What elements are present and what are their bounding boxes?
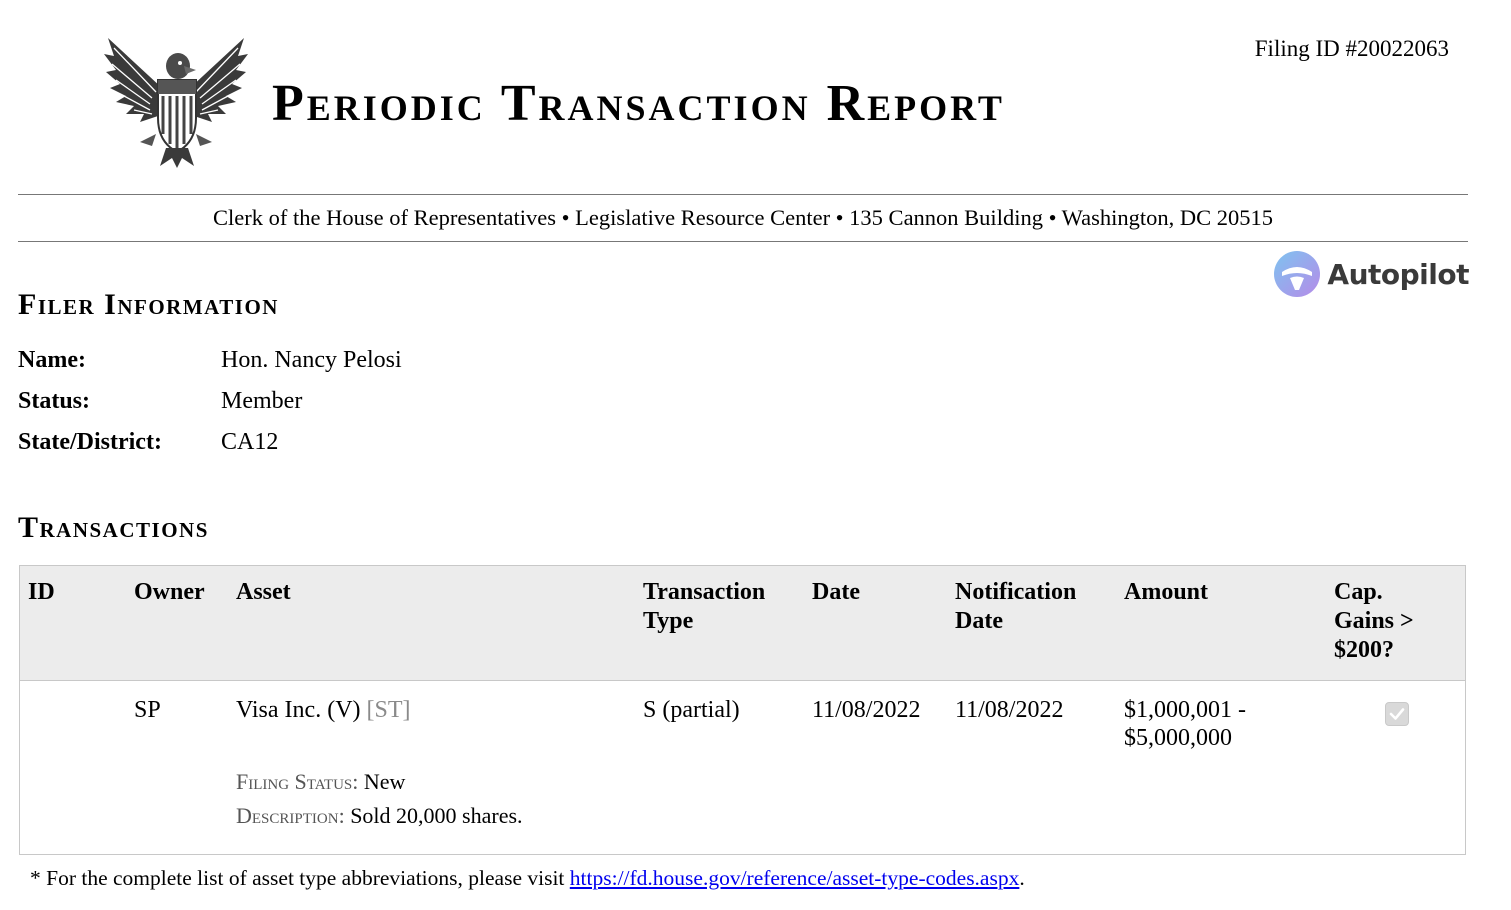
filer-label: State/District: (18, 429, 162, 455)
report-header (0, 0, 1511, 195)
cell-amount (1124, 696, 1246, 752)
filer-row-status (18, 381, 402, 422)
filer-name-value: Hon. Nancy Pelosi (221, 347, 402, 373)
col-header-line: Date (955, 608, 1003, 634)
amount-line: $5,000,000 (1124, 725, 1232, 751)
cell-asset (236, 696, 411, 724)
description-value: Sold 20,000 shares. (350, 803, 523, 828)
asset-codes-link[interactable]: https://fd.house.gov/reference/asset-type-codes.aspx (569, 866, 1020, 890)
filer-info-list (18, 340, 402, 463)
eagle-seal-icon (100, 30, 252, 170)
filer-status-value: Member (221, 388, 303, 414)
transactions-table (19, 565, 1466, 855)
col-header-transaction-type (643, 578, 765, 636)
filer-label: Status: (18, 388, 91, 414)
page-title: Periodic Transaction Report (272, 75, 1005, 132)
footnote-text: * For the complete list of asset type abbreviations, please visit (30, 866, 565, 890)
asset-name: Visa Inc. (V) (236, 697, 361, 723)
steering-wheel-icon (1273, 250, 1321, 298)
filer-label: Name: (18, 347, 86, 373)
col-header-asset: Asset (236, 579, 291, 605)
cell-date: 11/08/2022 (812, 697, 921, 723)
asset-type-code: [ST] (366, 697, 411, 723)
footnote (30, 866, 1025, 891)
col-header-line: Cap. (1334, 579, 1383, 605)
col-header-owner: Owner (134, 579, 205, 605)
col-header-line: Gains > (1334, 608, 1414, 634)
col-header-line: $200? (1334, 637, 1394, 663)
filer-district-value: CA12 (221, 429, 279, 455)
filing-id: Filing ID #20022063 (1254, 36, 1449, 61)
cell-transaction-type: S (partial) (643, 697, 740, 723)
autopilot-badge[interactable] (1273, 250, 1469, 298)
footnote-end: . (1019, 866, 1025, 890)
col-header-id: ID (28, 579, 55, 605)
filing-status-value: New (363, 769, 406, 794)
description-line (236, 803, 523, 829)
table-header-row (20, 566, 1465, 681)
col-header-notification-date (955, 578, 1076, 636)
col-header-line: Notification (955, 579, 1077, 605)
col-header-date: Date (812, 579, 860, 605)
filer-row-district (18, 422, 402, 463)
col-header-amount: Amount (1124, 579, 1209, 605)
filer-information-heading: Filer Information (18, 288, 279, 321)
col-header-line: Transaction (643, 579, 766, 605)
checkmark-icon (1386, 703, 1408, 725)
col-header-line: Type (643, 608, 694, 634)
autopilot-label: Autopilot (1327, 257, 1469, 291)
transactions-heading: Transactions (18, 511, 209, 544)
filing-status-label: Filing Status: (236, 769, 359, 794)
description-label: Description: (236, 803, 345, 828)
cell-owner: SP (134, 697, 161, 723)
filer-row-name (18, 340, 402, 381)
cell-notification-date: 11/08/2022 (955, 697, 1064, 723)
cap-gains-checkbox[interactable] (1385, 702, 1409, 726)
filing-status-line (236, 769, 405, 795)
clerk-address-bar: Clerk of the House of Representatives • Legislative Resource Center • 135 Cannon Building • Washington, DC 20515 (18, 194, 1468, 242)
amount-line: $1,000,001 - (1124, 697, 1246, 723)
col-header-cap-gains (1334, 578, 1414, 665)
